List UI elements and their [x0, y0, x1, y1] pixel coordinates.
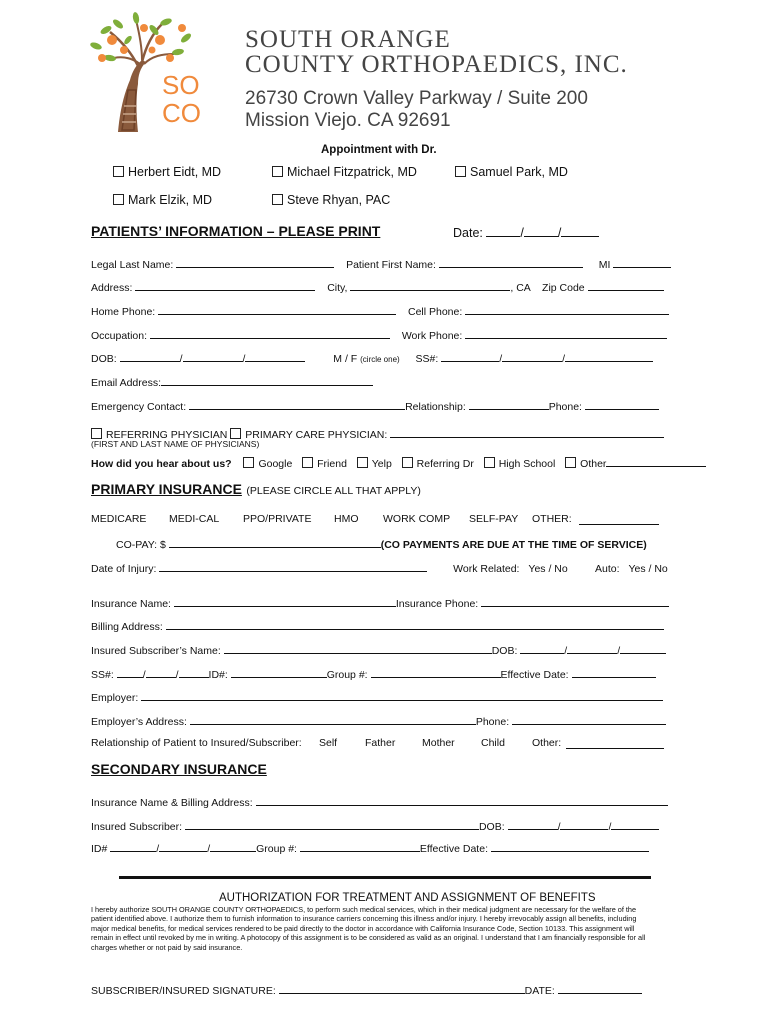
doctor-label: Mark Elzik, MD — [128, 193, 213, 207]
checkbox[interactable] — [455, 166, 466, 177]
copay-label: CO-PAY: $ — [116, 539, 166, 551]
hear-other-field[interactable] — [606, 455, 706, 467]
emergency-phone-label: Phone: — [548, 401, 582, 413]
occupation-label: Occupation: — [91, 330, 148, 342]
ss-field-3[interactable] — [565, 350, 653, 362]
signature-date-field[interactable] — [558, 982, 642, 994]
employer-address-label: Employer’s Address: — [91, 716, 187, 728]
doctor-label: Steve Rhyan, PAC — [287, 193, 391, 207]
copay-note: (CO PAYMENTS ARE DUE AT THE TIME OF SERVICE) — [380, 539, 647, 551]
hear-option-label: Other — [580, 458, 607, 470]
type-other-field[interactable] — [579, 513, 659, 525]
mi-field[interactable] — [613, 256, 671, 268]
logo-text-co: CO — [162, 98, 201, 128]
hear-option-label: High School — [498, 458, 556, 470]
date-injury-field[interactable] — [159, 560, 427, 572]
date-injury-label: Date of Injury: — [91, 563, 157, 575]
auto-label: Auto: — [594, 563, 620, 575]
type-hmo[interactable]: HMO — [334, 513, 359, 525]
copay-field[interactable] — [169, 536, 381, 548]
referring-dr-checkbox[interactable] — [402, 457, 413, 468]
hear-option-label: Yelp — [371, 458, 392, 470]
row-signature — [91, 982, 642, 997]
dob-label: DOB: — [91, 353, 117, 365]
type-medicare[interactable]: MEDICARE — [91, 513, 147, 525]
row-insurance-name — [91, 595, 669, 610]
sex-label[interactable]: M / F — [333, 353, 358, 365]
row-employer-address — [91, 713, 666, 728]
primary-insurance-heading: PRIMARY INSURANCE — [91, 481, 242, 497]
subscriber-group-field[interactable] — [371, 666, 501, 678]
yelp-checkbox[interactable] — [357, 457, 368, 468]
insurance-name-field[interactable] — [174, 595, 396, 607]
employer-address-field[interactable] — [190, 713, 476, 725]
insurance-phone-field[interactable] — [481, 595, 669, 607]
last-name-field[interactable] — [176, 256, 334, 268]
type-ppo-private[interactable]: PPO/PRIVATE — [243, 513, 312, 525]
patient-info-heading: PATIENTS’ INFORMATION – PLEASE PRINT — [91, 223, 381, 239]
type-other[interactable]: OTHER: — [532, 513, 572, 525]
company-address-line1: 26730 Crown Valley Parkway / Suite 200 — [245, 88, 588, 109]
emergency-phone-field[interactable] — [585, 398, 659, 410]
subscriber-dob-year[interactable] — [620, 642, 666, 654]
authorization-title: AUTHORIZATION FOR TREATMENT AND ASSIGNMENT OF BENEFITS — [219, 892, 596, 904]
referring-physician-checkbox[interactable] — [91, 428, 102, 439]
hear-option-label: Friend — [317, 458, 347, 470]
ss-field-1[interactable] — [441, 350, 499, 362]
primary-care-label: PRIMARY CARE PHYSICIAN: — [245, 429, 388, 441]
ss-field-2[interactable] — [502, 350, 562, 362]
authorization-line: remain in effect until revoked by me in writing. A photocopy of this assignment is to be considered as valid as an original. I understand that I am financially responsible for all — [91, 933, 646, 943]
insurance-phone-label: Insurance Phone: — [395, 598, 479, 610]
doctor-label: Michael Fitzpatrick, MD — [287, 165, 417, 179]
employer-phone-field[interactable] — [512, 713, 666, 725]
work-related-yes-no[interactable]: Yes / No — [528, 563, 568, 575]
secondary-name-billing-field[interactable] — [256, 794, 668, 806]
effective-date-label: Effective Date: — [500, 669, 569, 681]
authorization-line: patient identified above. I authorize them to furnish information to insurance carriers concerning this illness and/or injury. I hereby irrevocably assign all benefits, including — [91, 914, 637, 924]
secondary-group-label: Group #: — [256, 843, 297, 855]
checkbox[interactable] — [272, 166, 283, 177]
mi-label: MI — [598, 259, 611, 271]
row-secondary-subscriber: Insured Subscriber: DOB: / / — [91, 818, 659, 833]
appointment-title: Appointment with Dr. — [321, 144, 437, 156]
emergency-field[interactable] — [189, 398, 405, 410]
secondary-insurance-heading: SECONDARY INSURANCE — [91, 761, 267, 777]
friend-checkbox[interactable] — [302, 457, 313, 468]
subscriber-name-field[interactable] — [224, 642, 492, 654]
subscriber-dob-month[interactable] — [520, 642, 564, 654]
secondary-subscriber-field[interactable] — [185, 818, 479, 830]
last-name-label: Legal Last Name: — [91, 259, 174, 271]
physician-name-field[interactable] — [390, 426, 664, 438]
zip-field[interactable] — [588, 279, 664, 291]
row-secondary-id: ID# / / Group #: Effective Date: — [91, 840, 649, 855]
checkbox[interactable] — [113, 166, 124, 177]
secondary-effective-field[interactable] — [491, 840, 649, 852]
authorization-text — [91, 905, 645, 952]
rel-self[interactable]: Self — [319, 737, 338, 749]
row-date-injury — [91, 560, 668, 575]
type-self-pay[interactable]: SELF-PAY — [469, 513, 519, 525]
signature-date-label: DATE: — [524, 985, 555, 997]
secondary-id-2[interactable] — [159, 840, 207, 852]
subscriber-ss-label: SS#: — [91, 669, 114, 681]
row-email — [91, 374, 373, 389]
subscriber-dob-day[interactable] — [567, 642, 617, 654]
address-label: Address: — [91, 282, 133, 294]
row-billing — [91, 618, 664, 633]
row-address — [91, 279, 664, 294]
billing-field[interactable] — [166, 618, 664, 630]
email-field[interactable] — [161, 374, 373, 386]
billing-label: Billing Address: — [91, 621, 163, 633]
secondary-id-1[interactable] — [110, 840, 156, 852]
secondary-group-field[interactable] — [300, 840, 420, 852]
primary-care-checkbox[interactable] — [230, 428, 241, 439]
relationship-field[interactable] — [469, 398, 549, 410]
city-label: City, — [327, 282, 348, 294]
rel-father[interactable]: Father — [365, 737, 396, 749]
dob-month-field[interactable] — [120, 350, 180, 362]
secondary-subscriber-label: Insured Subscriber: — [91, 821, 183, 833]
row-secondary-name — [91, 794, 668, 809]
authorization-line: I hereby authorize SOUTH ORANGE COUNTY ORTHOPAEDICS, to perform such medical services, which in their medical judgment are necessary for the welfare of the — [91, 905, 637, 914]
other-checkbox[interactable] — [565, 457, 576, 468]
logo-text-so: SO — [162, 70, 200, 100]
relationship-label: Relationship: — [405, 401, 466, 413]
company-name-line1: SOUTH ORANGE — [245, 26, 451, 53]
row-phones — [91, 303, 669, 318]
employer-field[interactable] — [141, 689, 663, 701]
google-checkbox[interactable] — [243, 457, 254, 468]
subscriber-dob-label: DOB: — [491, 645, 518, 657]
first-name-field[interactable] — [439, 256, 583, 268]
hear-about-label: How did you hear about us? — [91, 458, 232, 470]
date-label: Date: — [453, 226, 483, 240]
doctor-label: Samuel Park, MD — [470, 165, 568, 179]
relationship-to-insured-label: Relationship of Patient to Insured/Subscriber: — [91, 737, 302, 749]
date-field[interactable]: Date: / / — [453, 225, 599, 240]
cell-phone-field[interactable] — [465, 303, 669, 315]
type-medi-cal[interactable]: MEDI-CAL — [169, 513, 220, 525]
rel-other-label: Other: — [532, 737, 562, 749]
city-field[interactable] — [350, 279, 510, 291]
doctor-option-fitzpatrick[interactable] — [272, 165, 417, 179]
authorization-line: charges whether or not paid by said insurance. — [91, 942, 243, 952]
checkbox[interactable] — [113, 194, 124, 205]
subscriber-group-label: Group #: — [326, 669, 368, 681]
company-name-line2: COUNTY ORTHOPAEDICS, INC. — [245, 51, 628, 78]
row-names — [91, 256, 671, 271]
occupation-field[interactable] — [150, 327, 390, 339]
secondary-dob-year[interactable] — [611, 818, 659, 830]
employer-label: Employer: — [91, 692, 139, 704]
type-work-comp[interactable]: WORK COMP — [383, 513, 451, 525]
work-related-label: Work Related: — [453, 563, 520, 575]
referring-physician-label: REFERRING PHYSICIAN — [106, 429, 228, 441]
subscriber-id-field[interactable] — [231, 666, 327, 678]
signature-label: SUBSCRIBER/INSURED SIGNATURE: — [91, 985, 276, 997]
rel-mother[interactable]: Mother — [422, 737, 455, 749]
dob-year-field[interactable] — [245, 350, 305, 362]
tree-logo — [66, 10, 216, 132]
work-phone-field[interactable] — [465, 327, 667, 339]
doctor-option-eidt[interactable] — [113, 165, 221, 179]
email-label: Email Address: — [91, 377, 162, 389]
secondary-dob-month[interactable] — [508, 818, 558, 830]
row-emergency — [91, 398, 659, 413]
home-phone-field[interactable] — [158, 303, 396, 315]
row-employer — [91, 689, 663, 704]
physician-note: (FIRST AND LAST NAME OF PHYSICIANS) — [91, 439, 260, 449]
employer-phone-label: Phone: — [475, 716, 510, 728]
secondary-id-3[interactable] — [210, 840, 256, 852]
authorization-divider — [119, 876, 651, 879]
row-dob: DOB: / / M / F (circle one) SS#: / / — [91, 350, 653, 365]
subscriber-id-label: ID#: — [208, 669, 228, 681]
company-address-line2: Mission Viejo. CA 92691 — [245, 110, 451, 131]
signature-field[interactable] — [279, 982, 525, 994]
dob-day-field[interactable] — [183, 350, 243, 362]
work-phone-label: Work Phone: — [401, 330, 463, 342]
high-school-checkbox[interactable] — [484, 457, 495, 468]
effective-date-field[interactable] — [572, 666, 656, 678]
circle-all-note: (PLEASE CIRCLE ALL THAT APPLY) — [246, 485, 421, 497]
first-name-label: Patient First Name: — [346, 259, 436, 271]
home-phone-label: Home Phone: — [91, 306, 156, 318]
row-hear-about — [91, 455, 706, 470]
ss-label: SS#: — [415, 353, 439, 365]
hear-option-label: Google — [258, 458, 293, 470]
subscriber-ss-2[interactable] — [146, 666, 176, 678]
secondary-dob-day[interactable] — [560, 818, 608, 830]
state-label: , CA — [510, 282, 531, 294]
secondary-dob-label: DOB: — [478, 821, 505, 833]
address-field[interactable] — [135, 279, 315, 291]
circle-one-note: (circle one) — [360, 355, 400, 364]
doctor-option-rhyan[interactable] — [272, 193, 390, 207]
zip-label: Zip Code — [542, 282, 585, 294]
row-subscriber: Insured Subscriber’s Name: DOB: / / — [91, 642, 666, 657]
cell-phone-label: Cell Phone: — [407, 306, 463, 318]
secondary-effective-label: Effective Date: — [419, 843, 488, 855]
rel-child[interactable]: Child — [481, 737, 505, 749]
subscriber-ss-1[interactable] — [117, 666, 143, 678]
primary-insurance-header — [91, 481, 421, 499]
auto-yes-no[interactable]: Yes / No — [628, 563, 668, 575]
hear-option-label: Referring Dr — [416, 458, 474, 470]
doctor-option-park[interactable] — [455, 165, 568, 179]
subscriber-name-label: Insured Subscriber’s Name: — [91, 645, 221, 657]
rel-other-field[interactable] — [566, 737, 664, 749]
authorization-line: major medical benefits, for medical services rendered to be paid directly to the doctor in accordance with California Insurance Code, Section 10133. This assignment will — [91, 923, 635, 933]
row-copay — [116, 536, 647, 551]
subscriber-ss-3[interactable] — [179, 666, 209, 678]
doctor-label: Herbert Eidt, MD — [128, 165, 222, 179]
doctor-option-elzik[interactable] — [113, 193, 212, 207]
secondary-id-label: ID# — [91, 843, 108, 855]
row-occupation — [91, 327, 667, 342]
secondary-name-billing-label: Insurance Name & Billing Address: — [91, 797, 253, 809]
insurance-name-label: Insurance Name: — [91, 598, 171, 610]
emergency-label: Emergency Contact: — [91, 401, 187, 413]
checkbox[interactable] — [272, 194, 283, 205]
row-ss-id-group: SS#: / / ID#: Group #: Effective Date: — [91, 666, 656, 681]
